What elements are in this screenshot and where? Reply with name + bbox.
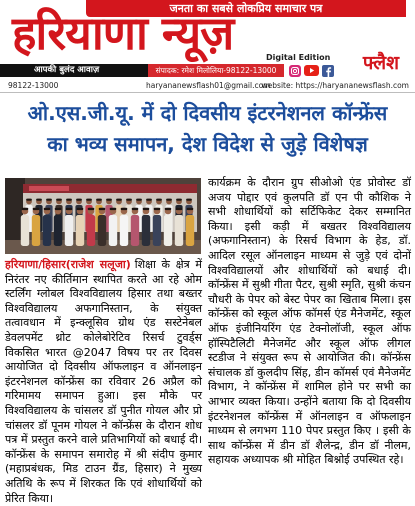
article-byline: हरियाणा/हिसार(राजेश सलूजा): [5, 258, 131, 271]
event-group-photo: [5, 178, 201, 254]
photo-person-hair: [76, 199, 82, 201]
editor-bar: संपादक: रमेश मिलोलिया-98122-13000: [148, 64, 284, 77]
top-tagline: जनता का सबसे लोकप्रिय समाचार पत्र: [86, 0, 406, 17]
photo-person-body: [153, 215, 161, 246]
photo-person-hair: [33, 208, 40, 210]
photo-person-hair: [143, 208, 150, 210]
instagram-icon[interactable]: [289, 65, 301, 77]
photo-person-hair: [186, 199, 192, 201]
photo-person-hair: [46, 199, 52, 201]
photo-person-hair: [22, 208, 29, 210]
photo-person-hair: [77, 208, 84, 210]
photo-person-hair: [44, 208, 51, 210]
photo-person-body: [32, 215, 40, 246]
photo-person-hair: [96, 199, 102, 201]
photo-person-body: [164, 215, 172, 246]
edition-label: Digital Edition: [266, 53, 331, 62]
contact-phone: 98122-13000: [8, 81, 59, 90]
contact-row: [0, 79, 415, 93]
photo-person-hair: [86, 199, 92, 201]
photo-person-hair: [132, 208, 139, 210]
facebook-icon[interactable]: [322, 65, 334, 77]
youtube-icon[interactable]: [304, 65, 319, 76]
contact-website[interactable]: website: https://haryananewsflash.com: [261, 81, 409, 90]
photo-person-body: [21, 215, 29, 246]
photo-person-hair: [146, 199, 152, 201]
article-headline: [0, 98, 415, 162]
photo-person-body: [65, 215, 73, 246]
photo-person-hair: [99, 208, 106, 210]
photo-person-hair: [66, 208, 73, 210]
photo-person-hair: [176, 199, 182, 201]
photo-person-hair: [88, 208, 95, 210]
photo-person-hair: [55, 208, 62, 210]
photo-person-hair: [116, 199, 122, 201]
photo-person-body: [109, 215, 117, 246]
photo-person-hair: [66, 199, 72, 201]
photo-person-body: [131, 215, 139, 246]
article-body-right: कार्यक्रम के दौरान ग्रुप सीओओ एंड प्रोवोस्ट डॉ अजय पोद्दार एवं कुलपति डॉ एन पी कौशिक ने सभी शोधार्थियों को सर्टिफिकेट देकर सम्मानित किया। इसी कड़ी में बखतर विश्वविद्यालय (अफगानिस्तान) के रिसर्च विभाग के हेड, डॉ. आदिल रसूल ऑनलाइन माध्यम से जुड़े एवं दोनों विश्वविद्यालयों और शोधार्थियों को बधाई दी। कॉन्फ्रेंस में सुश्री गीता पैटर, सुश्री स्मृति, सुश्री कंचन चौधरी के पेपर को बेस्ट पेपर का खिताब मिला। इस कॉन्फ्रेंस को स्कूल ऑफ कॉमर्स एंड मैनेजमेंट, स्कूल ऑफ इंजीनियरिंग एंड टेक्नोलॉजी, स्कूल ऑफ हॉस्पिटैलिटी मैनेजमेंट और स्कूल ऑफ लीगल स्टडीज ने संयुक्त रूप से आयोजित की। कॉन्फ्रेंस संचालक डॉ कुलदीप सिंह, डीन कॉमर्स एवं मैनेजमेंट विभाग, ने कॉन्फ्रेंस में शामिल होने पर सभी का आभार व्यक्त किया। उन्होंने बताया कि दो दिवसीय इंटरनेशनल कॉन्फ्रेंस में ऑनलाइन व ऑफलाइन माध्यम से लगभग 110 पेपर प्रस्तुत किए । इसी के साथ कॉन्फ्रेंस में डीन डॉ शैलेन्द्र, डीन डॉ नीलम, सहायक अध्यापक श्री मोहित बिश्नोई उपस्थित रहे।: [208, 176, 411, 467]
photo-banner-logo: [29, 186, 69, 191]
photo-person-body: [54, 215, 62, 246]
article-body-left: शिक्षा के क्षेत्र में निरंतर नए कीर्तिमान स्थापित करते आ रहे ओम स्टर्लिंग ग्लोबल विश्वविद्यालय हिसार तथा बख्तर विश्वविद्यालय अफगानिस्तान, के संयुक्त तत्वावधान में इन्क्लूसिव ग्रोथ एंड सस्टेनेबल डेवलपमेंट थ्रोट कोलेबोरेटिव रिसर्च टुवर्ड्स विकसित भारत @2047 विषय पर तर दिवस आयोजित दो दिवसीय ऑफलाइन व ऑनलाइन इंटरनेशनल कॉन्फ्रेंस का रविवार 26 अप्रैल को गरिमामय समापन हुआ। इस मौके पर विश्वविद्यालय के चांसलर डॉ पुनीत गोयल और प्रो चांसलर डॉ पूनम गोयल ने कॉन्फ्रेंस के दौरान शोध पत्र में प्रस्तुत करने वाले प्रतिभागियों को बधाई दी। कॉन्फ्रेंस के समापन समारोह में श्री संदीप कुमार (महाप्रबंधक, मिड टाउन ग्रैंड, हिसार) ने मुख्य अतिथि के रूप में शिरकत कि एवं शोधार्थियों को प्रेरित किया।: [5, 258, 202, 505]
photo-person-hair: [26, 199, 32, 201]
photo-person-body: [142, 215, 150, 246]
photo-person-hair: [166, 199, 172, 201]
headline-line: ओ.एस.जी.यू. में दो दिवसीय इंटरनेशनल कॉन्फ्रेंस: [27, 101, 388, 125]
photo-person-hair: [126, 199, 132, 201]
photo-person-hair: [154, 208, 161, 210]
article-column-right: [208, 176, 411, 496]
photo-person-hair: [110, 208, 117, 210]
photo-person-hair: [106, 199, 112, 201]
photo-person-body: [120, 215, 128, 246]
photo-person-body: [175, 215, 183, 246]
photo-person-body: [186, 215, 194, 246]
photo-person-body: [43, 215, 51, 246]
title-suffix: फ्लैश: [362, 52, 400, 74]
photo-person-hair: [165, 208, 172, 210]
photo-person-hair: [56, 199, 62, 201]
contact-email[interactable]: haryananewsflash01@gmail.com: [146, 81, 271, 90]
headline-line: का भव्य समापन, देश विदेश से जुड़े विशेषज्ञ: [47, 132, 368, 156]
photo-person-body: [76, 215, 84, 246]
slogan-bar: आपकी बुलंद आवाज़: [0, 64, 148, 77]
photo-person-hair: [156, 199, 162, 201]
article-column-left: [5, 258, 202, 505]
photo-person-hair: [36, 199, 42, 201]
photo-person-body: [87, 215, 95, 246]
photo-person-hair: [136, 199, 142, 201]
masthead-title: हरियाणा न्यूज़: [12, 6, 234, 60]
photo-person-body: [98, 215, 106, 246]
social-links: [289, 64, 334, 77]
photo-person-hair: [176, 208, 183, 210]
photo-person-hair: [121, 208, 128, 210]
photo-person-hair: [187, 208, 194, 210]
